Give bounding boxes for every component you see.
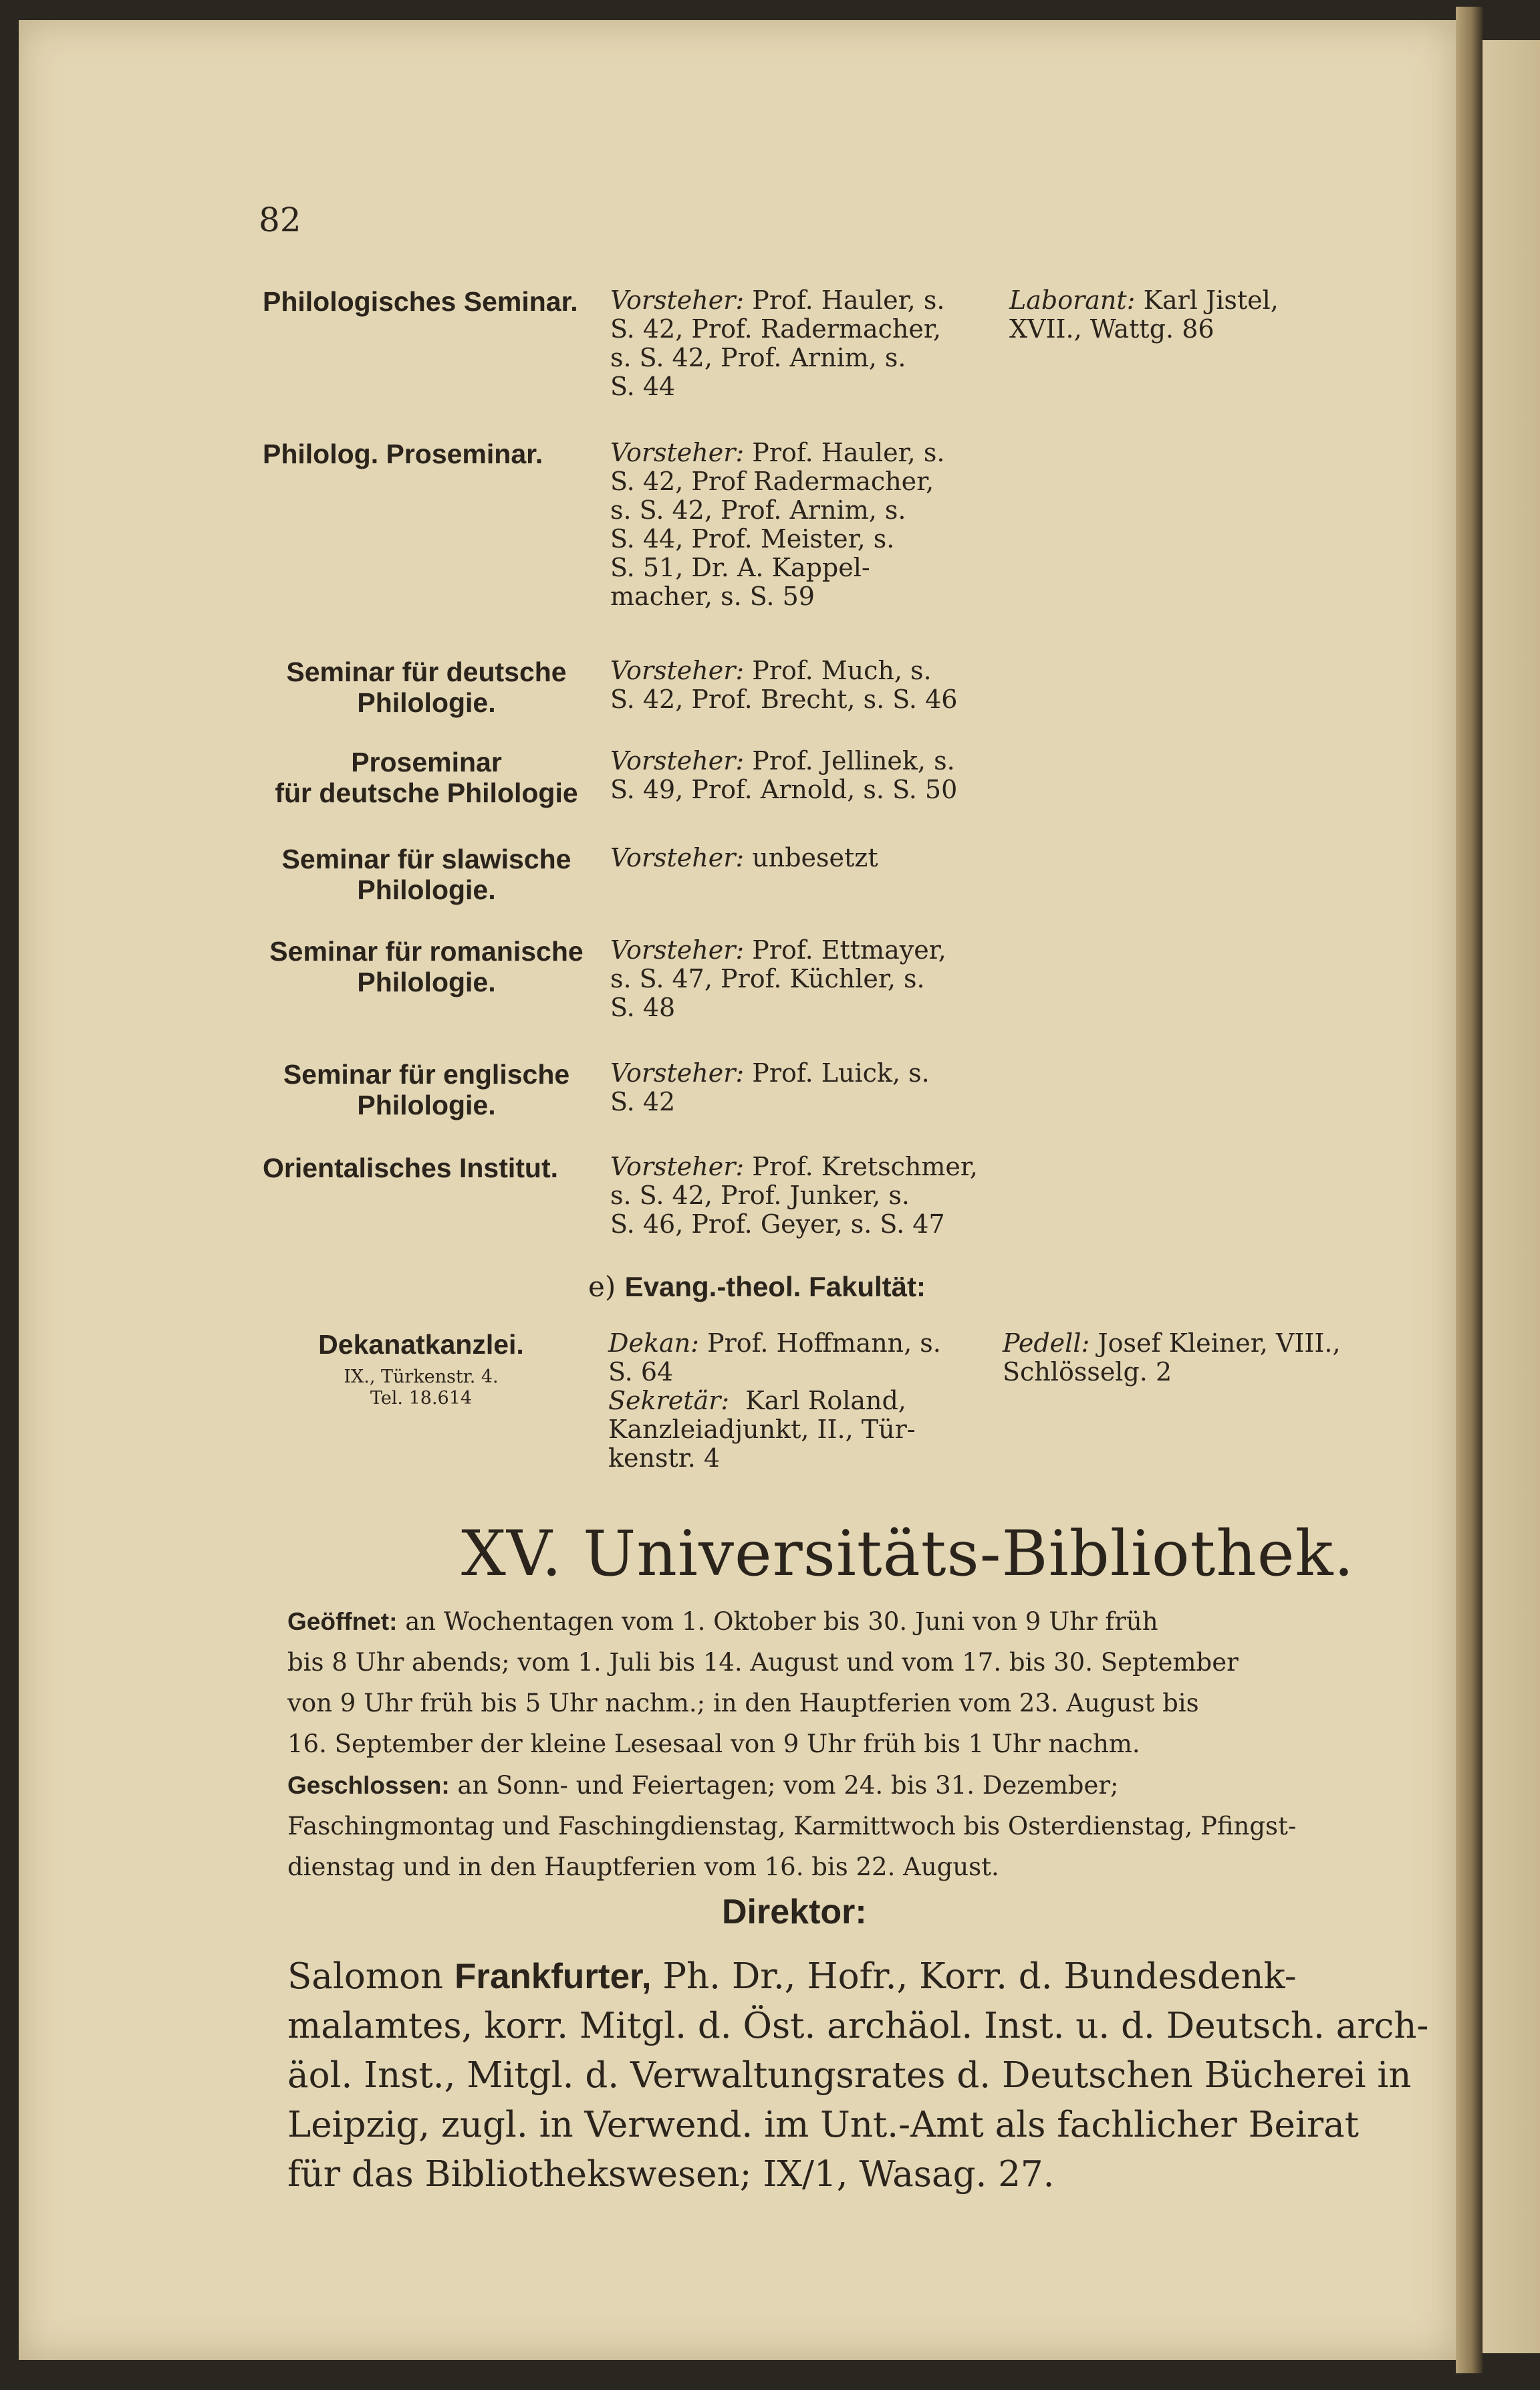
faculty-heading-prefix: e) [588,1270,616,1303]
staff-text: Prof. Hauler, s. S. 42, Prof Radermacher, s. S. 42, Prof. Arnim, s. S. 44, Prof. Meister, s. S. 51, Dr. A. Kappel- macher, s. S. 59 [610,438,945,611]
dean-label: Dekan: [608,1328,699,1358]
staff-label: Vorsteher: [610,656,745,685]
page-edge [1483,40,1540,2353]
book-spine [1456,7,1483,2373]
library-title: XV. Universitäts-Bibliothek. [461,1518,1355,1590]
seminar-name: Seminar für deutsche Philologie. [286,656,567,718]
staff-label: Vorsteher: [610,746,745,775]
staff-label: Vorsteher: [610,1058,745,1088]
opening-hours [287,1601,1239,1764]
seminar-name: Philologisches Seminar. [263,286,578,317]
seminar-name: Seminar für englische Philologie. [283,1059,570,1120]
seminar-name: Seminar für slawische Philologie. [281,844,571,905]
secretary [608,1387,916,1473]
staff-text: Prof. Hauler, s. S. 42, Prof. Radermacher, s. S. 42, Prof. Arnim, s. S. 44 [610,285,945,401]
director-first-name: Salomon [287,1956,444,1997]
seminar-staff [610,439,944,611]
staff-text: Prof. Jellinek, s. S. 49, Prof. Arnold, s. S. 50 [610,746,958,804]
dean-office-address: IX., Türkenstr. 4. Tel. 18.614 [344,1366,499,1409]
pedell-label: Pedell: [1003,1328,1090,1358]
faculty-heading [588,1270,926,1303]
staff-label: Vorsteher: [610,843,745,872]
pedell [1003,1329,1341,1387]
staff-text: Prof. Luick, s. S. 42 [610,1058,930,1116]
dean-office: Dekanatkanzlei. [318,1329,524,1360]
closed-text: an Sonn- und Feiertagen; vom 24. bis 31. Dezember; Faschingmontag und Faschingdienstag, Karmittwoch bis Osterdienstag, Pfingst- dienstag und in den Hauptferien vom 16. bis 22. August. [287,1771,1297,1881]
seminar-staff [610,1153,978,1239]
director-heading: Direktor: [722,1893,867,1931]
faculty-heading-text: Evang.-theol. Fakultät: [624,1271,926,1302]
director-text: Ph. Dr., Hofr., Korr. d. Bundesdenk- malamtes, korr. Mitgl. d. Öst. archäol. Inst. u. d. Deutsch. arch- äol. Inst., Mitgl. d. Verwaltungsrates d. Deutschen Bücherei in Leipzig, zugl. in Verwend. im Unt.-Amt als fachlicher Beirat für das Bibliothekswesen; IX/1, Wasag. 27. [287,1956,1429,2195]
staff-label: Vorsteher: [610,935,745,965]
staff-label: Vorsteher: [610,1152,745,1181]
pedell-text: Josef Kleiner, VIII., Schlösselg. 2 [1003,1328,1341,1387]
director-bio [287,1952,1428,2199]
seminar-staff [610,747,957,804]
laborant [1009,286,1279,344]
open-label: Geöffnet: [287,1608,398,1635]
seminar-name: Seminar für romanische Philologie. [269,936,584,997]
page-number: 82 [259,201,301,239]
staff-text: Prof. Ettmayer, s. S. 47, Prof. Küchler, s. S. 48 [610,935,946,1022]
laborant-label: Laborant: [1009,285,1136,315]
director-surname: Frankfurter, [454,1957,652,1996]
staff-text: Prof. Kretschmer, s. S. 42, Prof. Junker, s. S. 46, Prof. Geyer, s. S. 47 [610,1152,978,1239]
seminar-staff [610,844,878,872]
seminar-staff [610,1059,930,1116]
seminar-name: Proseminar für deutsche Philologie [275,747,578,808]
closed-label: Geschlossen: [287,1772,450,1799]
staff-text: unbesetzt [752,843,878,872]
seminar-staff [610,286,944,401]
seminar-staff [610,656,957,714]
closing-days [287,1765,1296,1887]
laborant-text: Karl Jistel, XVII., Wattg. 86 [1009,285,1279,344]
open-text: an Wochentagen vom 1. Oktober bis 30. Juni von 9 Uhr früh bis 8 Uhr abends; vom 1. Juli bis 14. August und vom 17. bis 30. September von 9 Uhr früh bis 5 Uhr nachm.; in den Hauptferien vom 23. August bis 16. September der kleine Lesesaal von 9 Uhr früh bis 1 Uhr nachm. [287,1607,1239,1758]
seminar-name: Philolog. Proseminar. [263,439,543,469]
dean-text: Prof. Hoffmann, s. S. 64 [608,1328,941,1387]
staff-text: Prof. Much, s. S. 42, Prof. Brecht, s. S. 46 [610,656,958,714]
seminar-name: Orientalisches Institut. [263,1153,558,1183]
secretary-text: Karl Roland, Kanzleiadjunkt, II., Tür- kenstr. 4 [608,1386,916,1473]
dean [608,1329,941,1387]
secretary-label: Sekretär: [608,1386,730,1415]
staff-label: Vorsteher: [610,285,745,315]
staff-label: Vorsteher: [610,438,745,467]
seminar-staff [610,936,946,1022]
